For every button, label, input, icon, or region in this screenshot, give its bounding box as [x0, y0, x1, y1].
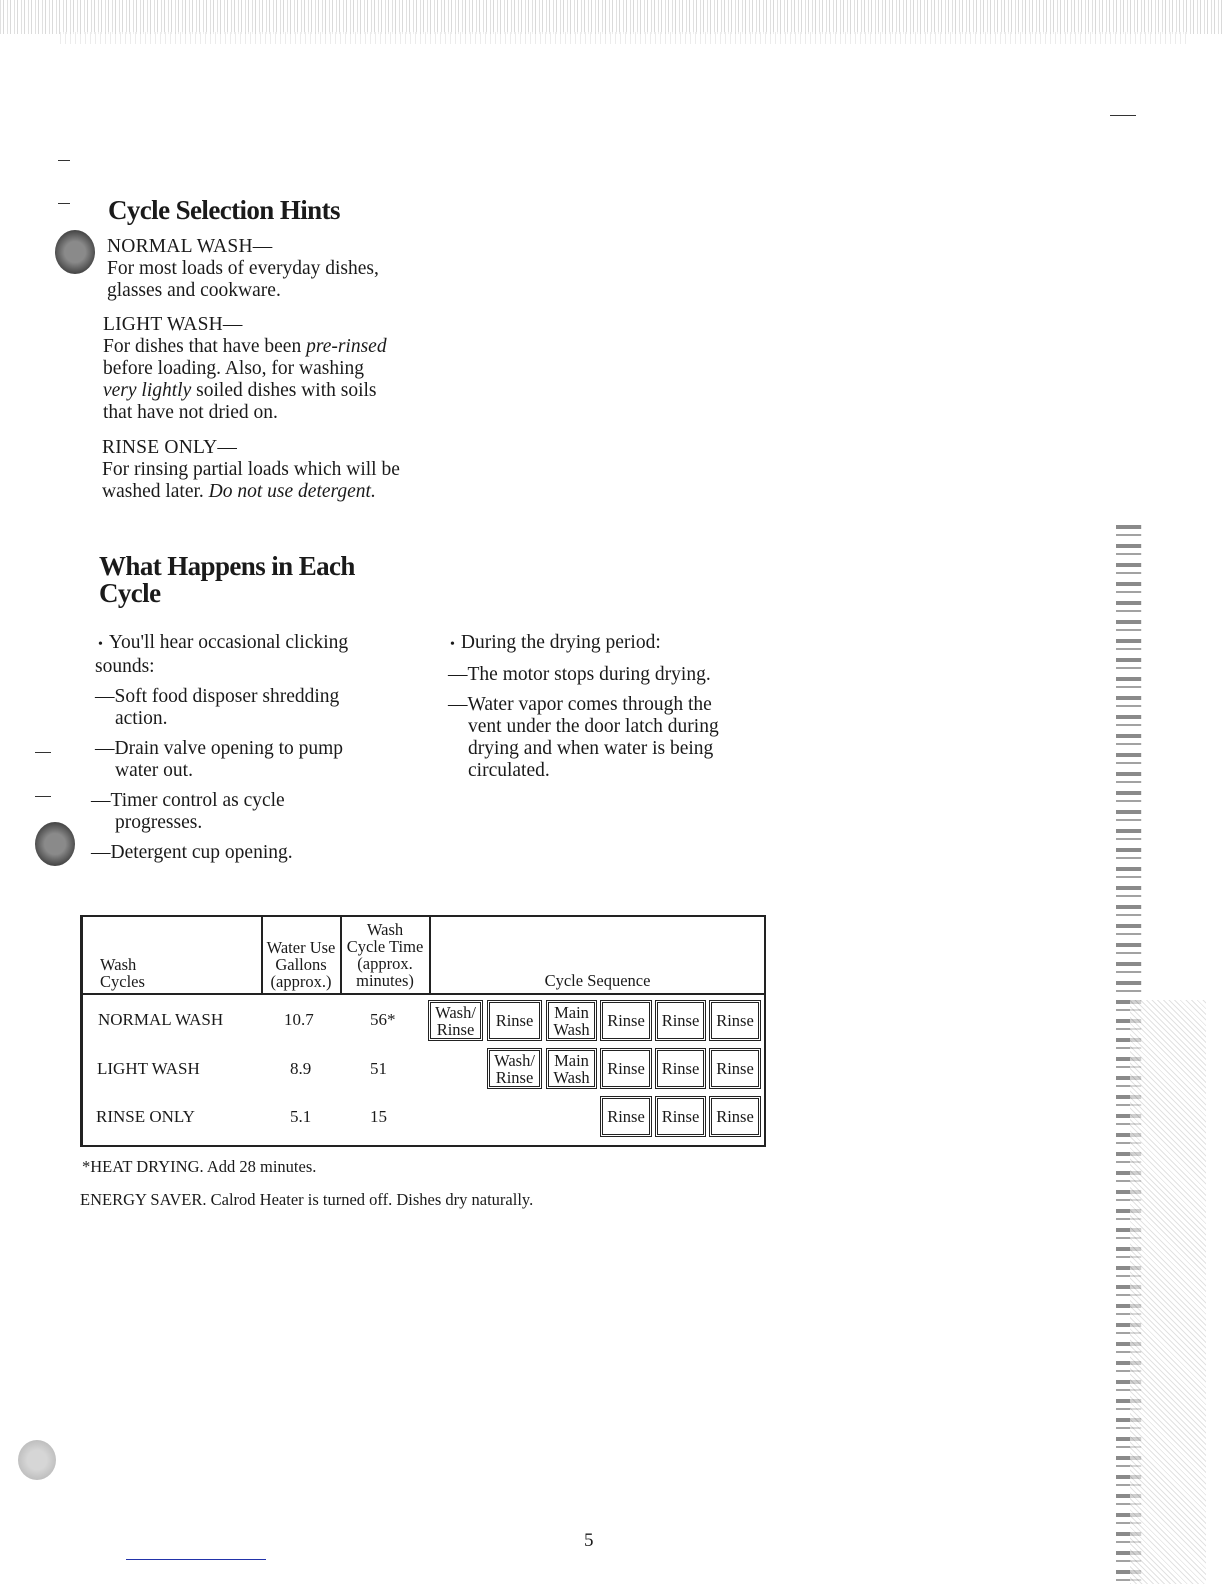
clicking-sounds-list: • You'll hear occasional clicking sounds: —Soft food disposer shredding action. —Drain valve opening to pump water out. —Timer control as cycle progresses. —Detergent cup opening. — [91, 632, 349, 863]
bullet: • — [450, 637, 455, 652]
row-name-light-wash: LIGHT WASH — [97, 1059, 200, 1078]
scan-edge-top-fringe — [60, 32, 1190, 44]
normal-wash-heading: NORMAL WASH— — [107, 236, 273, 257]
step-rinse: Rinse — [602, 1098, 650, 1135]
margin-mark — [35, 752, 51, 753]
step-main-wash: Main Wash — [548, 1002, 595, 1039]
header-divider — [83, 993, 764, 995]
step-rinse: Rinse — [711, 1050, 759, 1087]
scan-edge-right-noise — [1130, 1000, 1206, 1584]
row-time-rinse-only: 15 — [370, 1107, 387, 1126]
heat-drying-note: *HEAT DRYING. Add 28 minutes. — [82, 1157, 317, 1176]
step-rinse: Rinse — [657, 1002, 704, 1039]
cycle-selection-title: Cycle Selection Hints — [108, 195, 340, 225]
rinse-only-heading: RINSE ONLY— — [102, 437, 238, 458]
margin-mark — [58, 203, 70, 204]
margin-mark — [35, 796, 51, 797]
header-cycle-time: Wash Cycle Time (approx. minutes) — [346, 920, 424, 990]
step-wash-rinse: Wash/ Rinse — [430, 1002, 481, 1039]
row-water-normal-wash: 10.7 — [284, 1010, 314, 1029]
normal-wash-hint — [107, 236, 407, 302]
step-rinse: Rinse — [602, 1002, 650, 1039]
row-name-rinse-only: RINSE ONLY — [96, 1107, 195, 1126]
step-rinse: Rinse — [602, 1050, 650, 1087]
margin-mark — [1110, 115, 1136, 116]
row-water-light-wash: 8.9 — [290, 1059, 312, 1078]
step-rinse: Rinse — [711, 1002, 759, 1039]
step-rinse: Rinse — [489, 1002, 540, 1039]
header-water-use: Water Use Gallons (approx.) — [266, 938, 336, 991]
step-rinse: Rinse — [657, 1050, 704, 1087]
light-wash-heading: LIGHT WASH— — [103, 314, 243, 335]
energy-saver-note: ENERGY SAVER. Calrod Heater is turned off. Dishes dry naturally. — [80, 1190, 534, 1209]
page-number: 5 — [584, 1530, 594, 1551]
bullet: • — [98, 637, 103, 652]
binder-hole-bottom — [18, 1440, 56, 1480]
step-rinse: Rinse — [657, 1098, 704, 1135]
normal-wash-text: For most loads of everyday dishes, glasses and cookware. — [107, 258, 379, 301]
row-time-normal-wash: 56* — [370, 1010, 396, 1029]
light-wash-hint — [103, 314, 401, 424]
binder-hole-top — [55, 230, 95, 274]
light-wash-text: For dishes that have been pre-rinsed before loading. Also, for washing very lightly soiled dishes with soils that have not dried on. — [103, 336, 387, 423]
step-wash-rinse: Wash/ Rinse — [489, 1050, 540, 1087]
row-time-light-wash: 51 — [370, 1059, 387, 1078]
header-wash-cycles: Wash Cycles — [100, 955, 145, 991]
what-happens-title: What Happens in Each Cycle — [99, 551, 355, 608]
header-cycle-sequence: Cycle Sequence — [544, 971, 651, 990]
scan-edge-top — [0, 0, 1224, 34]
rinse-only-text: For rinsing partial loads which will be washed later. Do not use detergent. — [102, 459, 400, 502]
rinse-only-hint — [102, 437, 402, 503]
step-rinse: Rinse — [711, 1098, 759, 1135]
row-name-normal-wash: NORMAL WASH — [98, 1010, 224, 1029]
step-main-wash: Main Wash — [548, 1050, 595, 1087]
underline-mark — [126, 1559, 266, 1560]
margin-mark — [58, 160, 70, 161]
row-water-rinse-only: 5.1 — [290, 1107, 312, 1126]
drying-period-list: • During the drying period: —The motor stops during drying. —Water vapor comes through the vent under the door latch during drying and when water is being circulated. — [448, 632, 719, 781]
binder-hole-middle — [35, 822, 75, 866]
